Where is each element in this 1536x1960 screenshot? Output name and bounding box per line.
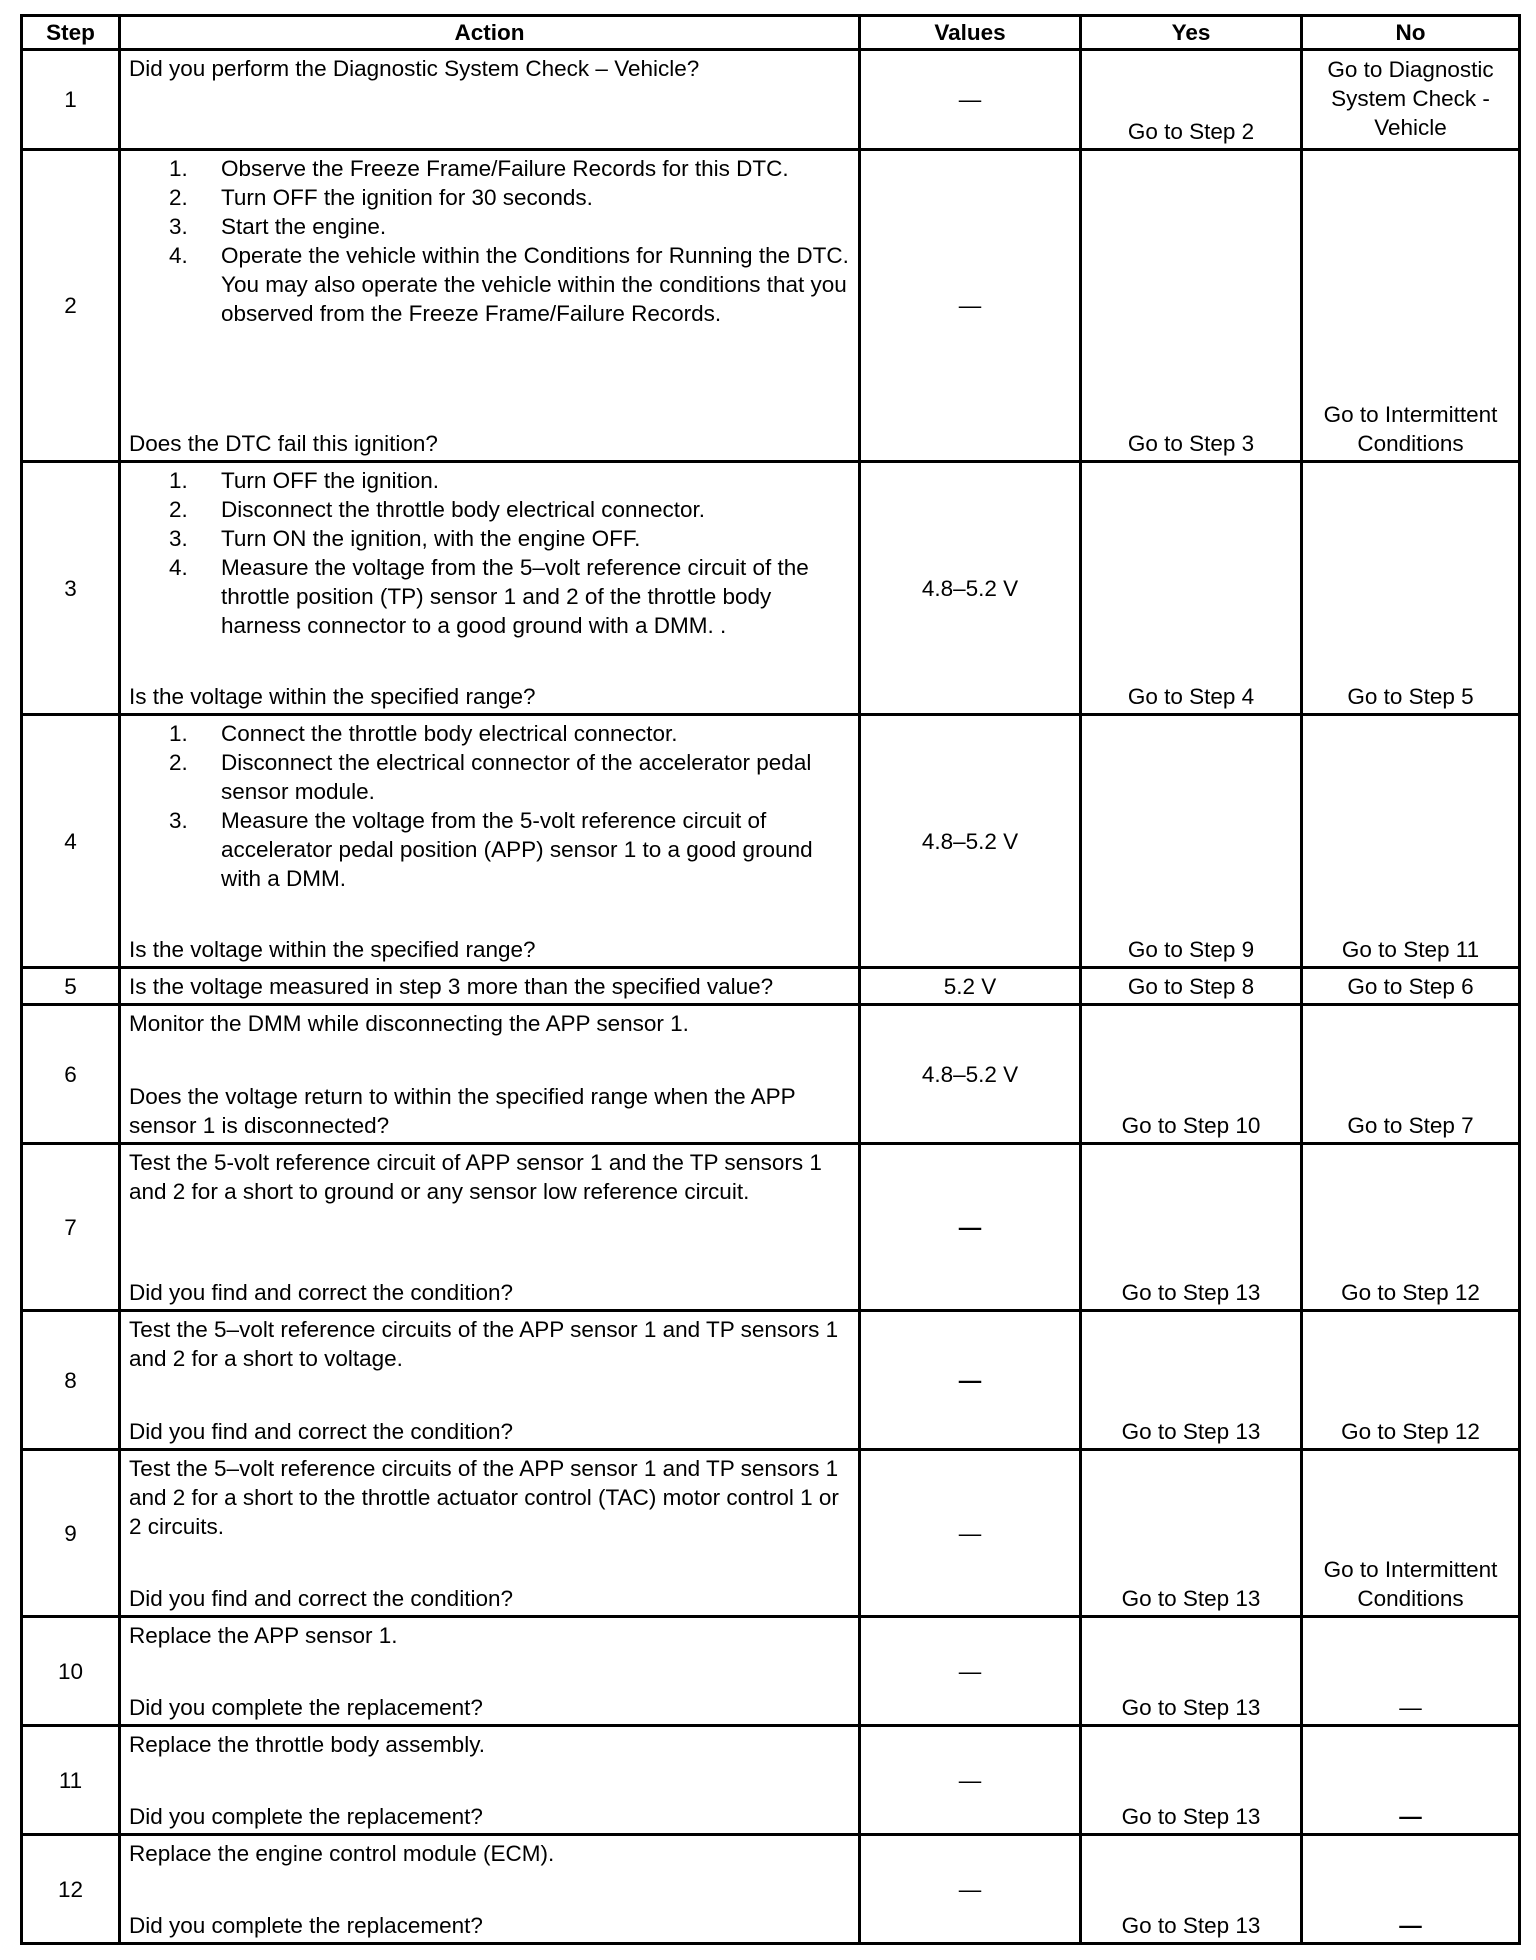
step-number: 4 xyxy=(22,715,120,968)
instruction-item: 3. Turn ON the ignition, with the engine OFF. xyxy=(169,526,641,551)
action-cell xyxy=(120,1144,860,1311)
table-row xyxy=(22,1617,1520,1726)
value-cell: — xyxy=(860,1450,1081,1617)
value-cell: 4.8–5.2 V xyxy=(860,462,1081,715)
action-text: Monitor the DMM while disconnecting the APP sensor 1. xyxy=(129,1011,689,1036)
action-cell xyxy=(120,150,860,462)
table-row xyxy=(22,50,1520,150)
action-text: Did you perform the Diagnostic System Check – Vehicle? xyxy=(129,56,700,81)
header-no: No xyxy=(1302,16,1520,50)
step-number: 6 xyxy=(22,1005,120,1144)
table-row xyxy=(22,1311,1520,1450)
action-cell xyxy=(120,1835,860,1944)
action-cell xyxy=(120,50,860,150)
no-cell: Go to Step 7 xyxy=(1302,1005,1520,1144)
yes-cell: Go to Step 2 xyxy=(1081,50,1302,150)
step-number: 3 xyxy=(22,462,120,715)
step-number: 5 xyxy=(22,968,120,1005)
step-number: 11 xyxy=(22,1726,120,1835)
step-number: 12 xyxy=(22,1835,120,1944)
no-cell: Go to Intermittent Conditions xyxy=(1302,150,1520,462)
instruction-item: 4. Operate the vehicle within the Conditions for Running the DTC. You may also operate the vehicle within the conditions that you observed from the Freeze Frame/Failure Records. xyxy=(169,243,849,326)
instruction-item: 2. Disconnect the throttle body electrical connector. xyxy=(169,497,706,522)
step-number: 2 xyxy=(22,150,120,462)
step-number: 10 xyxy=(22,1617,120,1726)
instruction-item: 3. Start the engine. xyxy=(169,214,387,239)
table-row xyxy=(22,462,1520,715)
value-cell: 5.2 V xyxy=(860,968,1081,1005)
question-text: Is the voltage within the specified range? xyxy=(129,937,536,962)
action-text: Test the 5–volt reference circuits of the APP sensor 1 and TP sensors 1 and 2 for a short to voltage. xyxy=(129,1317,839,1371)
value-cell: — xyxy=(860,1311,1081,1450)
question-text: Did you complete the replacement? xyxy=(129,1913,483,1938)
question-text: Is the voltage within the specified range? xyxy=(129,684,536,709)
yes-cell: Go to Step 13 xyxy=(1081,1311,1302,1450)
value-cell: 4.8–5.2 V xyxy=(860,1005,1081,1144)
question-text: Did you find and correct the condition? xyxy=(129,1586,513,1611)
value-cell: — xyxy=(860,1835,1081,1944)
action-cell xyxy=(120,1617,860,1726)
no-cell: Go to Step 12 xyxy=(1302,1144,1520,1311)
yes-cell: Go to Step 8 xyxy=(1081,968,1302,1005)
question-text: Does the voltage return to within the specified range when the APP sensor 1 is disconnected? xyxy=(129,1084,796,1138)
action-cell xyxy=(120,715,860,968)
value-cell: — xyxy=(860,1617,1081,1726)
table-row xyxy=(22,1835,1520,1944)
value-cell: — xyxy=(860,1144,1081,1311)
table-row xyxy=(22,1450,1520,1617)
instruction-list xyxy=(129,719,852,893)
header-action: Action xyxy=(120,16,860,50)
question-text: Did you complete the replacement? xyxy=(129,1695,483,1720)
no-cell: Go to Intermittent Conditions xyxy=(1302,1450,1520,1617)
instruction-item: 2. Disconnect the electrical connector of the accelerator pedal sensor module. xyxy=(169,750,812,804)
instruction-item: 3. Measure the voltage from the 5-volt reference circuit of accelerator pedal position (APP) sensor 1 to a good ground with a DMM. xyxy=(169,808,813,891)
no-cell: Go to Step 12 xyxy=(1302,1311,1520,1450)
header-values: Values xyxy=(860,16,1081,50)
action-text: Is the voltage measured in step 3 more than the specified value? xyxy=(129,973,774,999)
action-cell xyxy=(120,462,860,715)
yes-cell: Go to Step 13 xyxy=(1081,1617,1302,1726)
table-row xyxy=(22,1144,1520,1311)
action-text: Test the 5–volt reference circuits of the APP sensor 1 and TP sensors 1 and 2 for a short to the throttle actuator control (TAC) motor control 1 or 2 circuits. xyxy=(129,1456,839,1539)
action-cell xyxy=(120,1311,860,1450)
no-cell: Go to Step 6 xyxy=(1302,968,1520,1005)
action-text: Replace the throttle body assembly. xyxy=(129,1732,486,1757)
action-text: Replace the APP sensor 1. xyxy=(129,1623,398,1648)
instruction-item: 1. Turn OFF the ignition. xyxy=(169,468,440,493)
table-row xyxy=(22,968,1520,1005)
table-row xyxy=(22,715,1520,968)
instruction-item: 1. Connect the throttle body electrical connector. xyxy=(169,721,678,746)
diagnostic-table-page xyxy=(20,14,1518,1945)
no-cell: — xyxy=(1302,1617,1520,1726)
action-text: Test the 5-volt reference circuit of APP sensor 1 and the TP sensors 1 and 2 for a short to ground or any sensor low reference circuit. xyxy=(129,1150,822,1204)
yes-cell: Go to Step 4 xyxy=(1081,462,1302,715)
instruction-list xyxy=(129,466,852,640)
instruction-item: 1. Observe the Freeze Frame/Failure Records for this DTC. xyxy=(169,156,789,181)
action-cell xyxy=(120,968,860,1005)
no-cell: Go to Step 11 xyxy=(1302,715,1520,968)
table-row xyxy=(22,150,1520,462)
step-number: 7 xyxy=(22,1144,120,1311)
header-yes: Yes xyxy=(1081,16,1302,50)
question-text: Did you complete the replacement? xyxy=(129,1804,483,1829)
yes-cell: Go to Step 3 xyxy=(1081,150,1302,462)
yes-cell: Go to Step 9 xyxy=(1081,715,1302,968)
action-cell xyxy=(120,1450,860,1617)
question-text: Did you find and correct the condition? xyxy=(129,1280,513,1305)
action-cell xyxy=(120,1726,860,1835)
step-number: 8 xyxy=(22,1311,120,1450)
no-cell: Go to Diagnostic System Check - Vehicle xyxy=(1302,50,1520,150)
value-cell: — xyxy=(860,50,1081,150)
yes-cell: Go to Step 13 xyxy=(1081,1450,1302,1617)
no-cell: — xyxy=(1302,1835,1520,1944)
table-row xyxy=(22,1726,1520,1835)
no-cell: — xyxy=(1302,1726,1520,1835)
step-number: 9 xyxy=(22,1450,120,1617)
question-text: Did you find and correct the condition? xyxy=(129,1419,513,1444)
header-step: Step xyxy=(22,16,120,50)
yes-cell: Go to Step 13 xyxy=(1081,1726,1302,1835)
action-text: Replace the engine control module (ECM). xyxy=(129,1841,555,1866)
action-cell xyxy=(120,1005,860,1144)
value-cell: — xyxy=(860,150,1081,462)
diagnostic-table xyxy=(20,14,1521,1945)
value-cell: — xyxy=(860,1726,1081,1835)
instruction-list xyxy=(129,154,852,328)
yes-cell: Go to Step 13 xyxy=(1081,1144,1302,1311)
yes-cell: Go to Step 13 xyxy=(1081,1835,1302,1944)
step-number: 1 xyxy=(22,50,120,150)
header-row xyxy=(22,16,1520,50)
instruction-item: 4. Measure the voltage from the 5–volt reference circuit of the throttle position (TP) sensor 1 and 2 of the throttle body harness connector to a good ground with a DMM. . xyxy=(169,555,809,638)
question-text: Does the DTC fail this ignition? xyxy=(129,431,438,456)
yes-cell: Go to Step 10 xyxy=(1081,1005,1302,1144)
no-cell: Go to Step 5 xyxy=(1302,462,1520,715)
instruction-item: 2. Turn OFF the ignition for 30 seconds. xyxy=(169,185,593,210)
value-cell: 4.8–5.2 V xyxy=(860,715,1081,968)
table-row xyxy=(22,1005,1520,1144)
